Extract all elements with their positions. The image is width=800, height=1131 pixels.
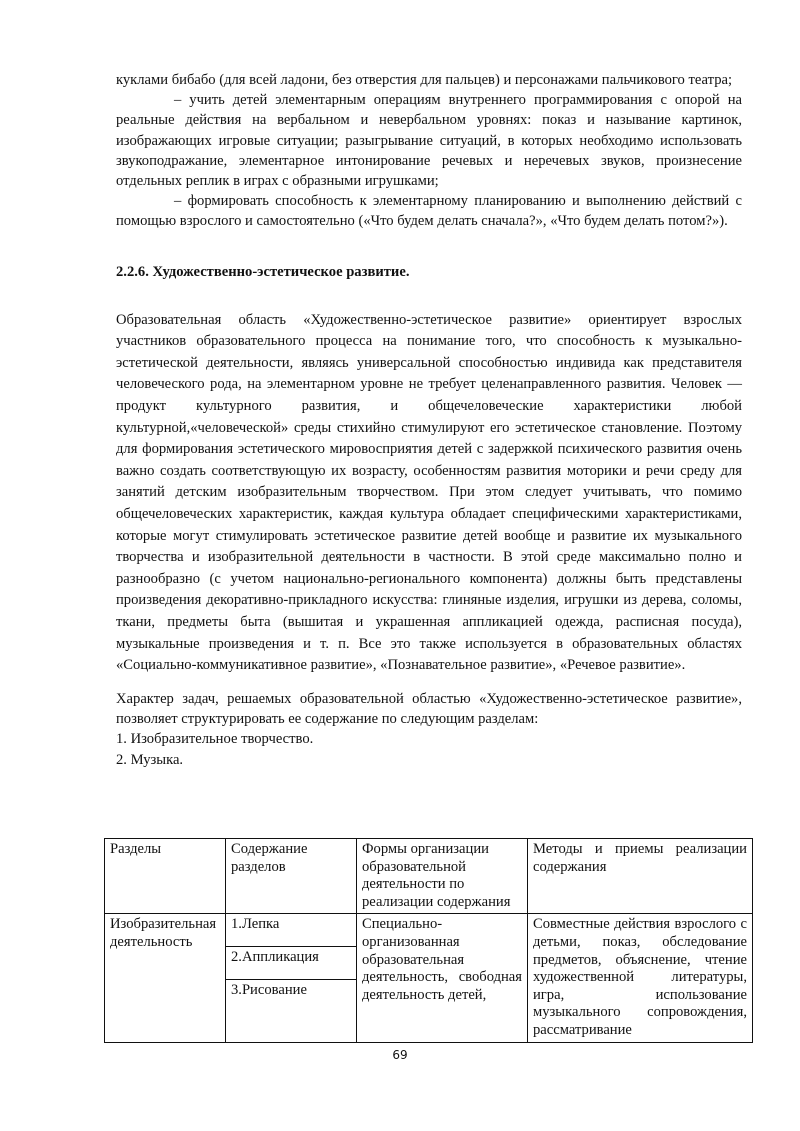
section-heading: 2.2.6. Художественно-эстетическое развитие. — [116, 263, 410, 280]
cell-organization-forms: Специально-организованная образовательная деятельность, свободная деятельность детей, — [357, 914, 528, 1042]
page-number: 69 — [392, 1048, 408, 1062]
header-section-contents: Содержание разделов — [226, 839, 357, 914]
content-item-drawing: 3.Рисование — [231, 982, 307, 999]
header-methods: Методы и приемы реализации содержания — [528, 839, 753, 914]
content-item-applique: 2.Аппликация — [226, 947, 356, 980]
header-organization-forms: Формы организации образовательной деятельности по реализации содержания — [357, 839, 528, 914]
paragraph-area-description: Образовательная область «Художественно-эстетическое развитие» ориентирует взрослых участников образовательного процесса на понимание того, что способность к музыкально-эстетической деятельности, являясь универсальной способностью индивида как представителя человеческого рода, на элементарном уровне не требует целенаправленного развития. Человек — продукт культурного развития, и общечеловеческие характеристики любой культурной,«человеческой» среды стихийно стимулируют его эстетическое становление. Поэтому для формирования эстетического мировосприятия детей с задержкой психического развития очень важно создать соответствующую их возрасту, особенностям развития моторики и речи среду для занятий детским изобразительным творчеством. При этом следует учитывать, что помимо общечеловеческих характеристик, каждая культура обладает специфическими характеристиками, которые могут стимулировать эстетическое развитие детей вообще и развитие их музыкального творчества и изобразительной деятельности в частности. В этой среде максимально полно и разнообразно (с учетом национально-регионального компонента) должны быть представлены произведения декоративно-прикладного искусства: глиняные изделия, игрушки из дерева, соломы, ткани, предметы быта (вышитая и украшенная аппликацией одежда, расписная посуда), музыкальные произведения и т. п. Все это также используется в образовательных областях «Социально-коммуникативное развитие», «Познавательное развитие», «Речевое развитие». — [116, 311, 742, 674]
content-table — [104, 838, 753, 1043]
table-header-row — [105, 839, 753, 914]
content-item-modeling: 1.Лепка — [226, 914, 356, 947]
paragraph-task-planning: – формировать способность к элементарному планированию и выполнению действий с помощью взрослого и самостоятельно («Что будем делать сначала?», «Что будем делать потом?»). — [116, 193, 742, 230]
page-content — [116, 70, 742, 771]
list-item-visual-art: 1. Изобразительное творчество. — [116, 731, 314, 748]
cell-section-name: Изобразительная деятельность — [105, 914, 226, 1042]
cell-section-contents — [226, 914, 357, 1042]
paragraph-task-programming: – учить детей элементарным операциям внутреннего программирования с опорой на реальные действия на вербальном и невербальном уровнях: показ и называние картинок, изображающих игровые ситуации; разыгрывание ситуаций, в которых необходимо использовать звукоподражание, элементарное интонирование речевых и неречевых звуков, произнесение отдельных реплик в играх с образными игрушками; — [116, 92, 742, 190]
header-sections: Разделы — [105, 839, 226, 914]
paragraph-task-structure: Характер задач, решаемых образовательной областью «Художественно-эстетическое развитие», позволяет структурировать ее содержание по следующим разделам: — [116, 690, 742, 727]
cell-methods: Совместные действия взрослого с детьми, показ, обследование предметов, объяснение, чтение художественной литературы, игра, использование музыкального сопровождения, рассматривание — [528, 914, 753, 1042]
table-row — [105, 914, 753, 1042]
paragraph-continued: куклами бибабо (для всей ладони, без отверстия для пальцев) и персонажами пальчикового театра; — [116, 72, 733, 88]
list-item-music: 2. Музыка. — [116, 752, 184, 769]
